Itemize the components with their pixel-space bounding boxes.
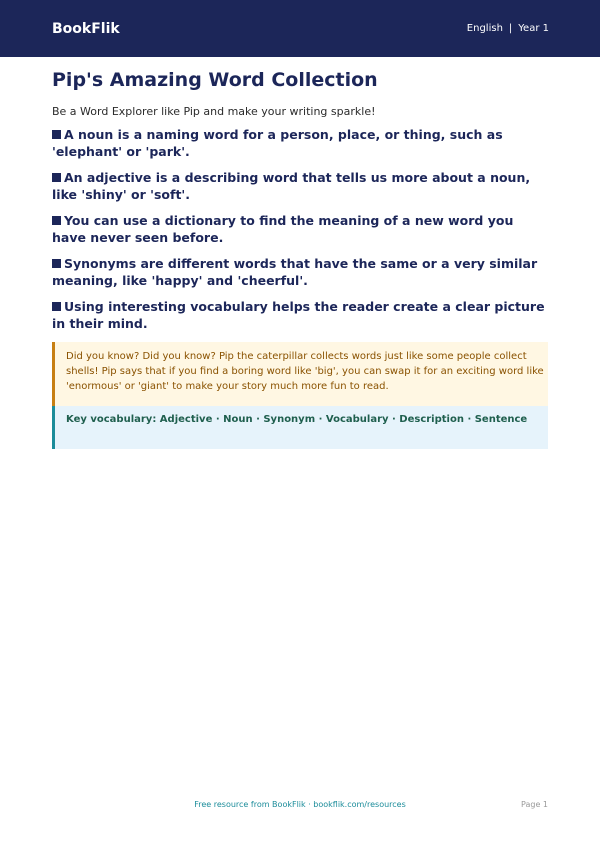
main-content: [0, 67, 600, 449]
square-bullet-icon: [52, 302, 61, 311]
fact-item: [52, 255, 548, 289]
fact-list: [52, 126, 548, 332]
fact-text: Synonyms are different words that have the same or a very similar meaning, like 'happy' and 'cheerful'.: [52, 256, 538, 288]
fact-item: [52, 212, 548, 246]
subject-label: English: [466, 23, 503, 34]
key-vocabulary-text: Key vocabulary: Adjective · Noun · Synonym · Vocabulary · Description · Sentence: [66, 414, 528, 425]
page-number: Page 1: [521, 800, 548, 809]
year-label: Year 1: [518, 23, 549, 34]
fact-text: You can use a dictionary to find the meaning of a new word you have never seen before.: [52, 213, 514, 245]
did-you-know-text: Did you know? Did you know? Pip the caterpillar collects words just like some people collect shells! Pip says that if you find a boring word like 'big', you can swap it for an exciting word like 'enormous' or 'giant' to make your story much more fun to read.: [66, 351, 544, 392]
square-bullet-icon: [52, 130, 61, 139]
footer-credit-link[interactable]: Free resource from BookFlik · bookflik.com/resources: [194, 800, 406, 809]
fact-item: [52, 298, 548, 332]
header-bar: [0, 0, 600, 57]
brand-logo[interactable]: BookFlik: [52, 20, 120, 37]
square-bullet-icon: [52, 216, 61, 225]
footer: [0, 800, 600, 814]
square-bullet-icon: [52, 173, 61, 182]
page-subtitle: Be a Word Explorer like Pip and make your writing sparkle!: [52, 105, 376, 118]
square-bullet-icon: [52, 259, 61, 268]
page-title: Pip's Amazing Word Collection: [52, 69, 378, 91]
header-meta: [467, 23, 549, 34]
fact-item: [52, 126, 548, 160]
did-you-know-callout: [52, 342, 548, 406]
fact-text: An adjective is a describing word that tells us more about a noun, like 'shiny' or 'soft'.: [52, 170, 531, 202]
meta-separator: |: [508, 23, 513, 34]
fact-item: [52, 169, 548, 203]
key-vocabulary-box: [52, 406, 548, 449]
fact-text: A noun is a naming word for a person, place, or thing, such as 'elephant' or 'park'.: [52, 127, 503, 159]
fact-text: Using interesting vocabulary helps the reader create a clear picture in their mind.: [52, 299, 545, 331]
